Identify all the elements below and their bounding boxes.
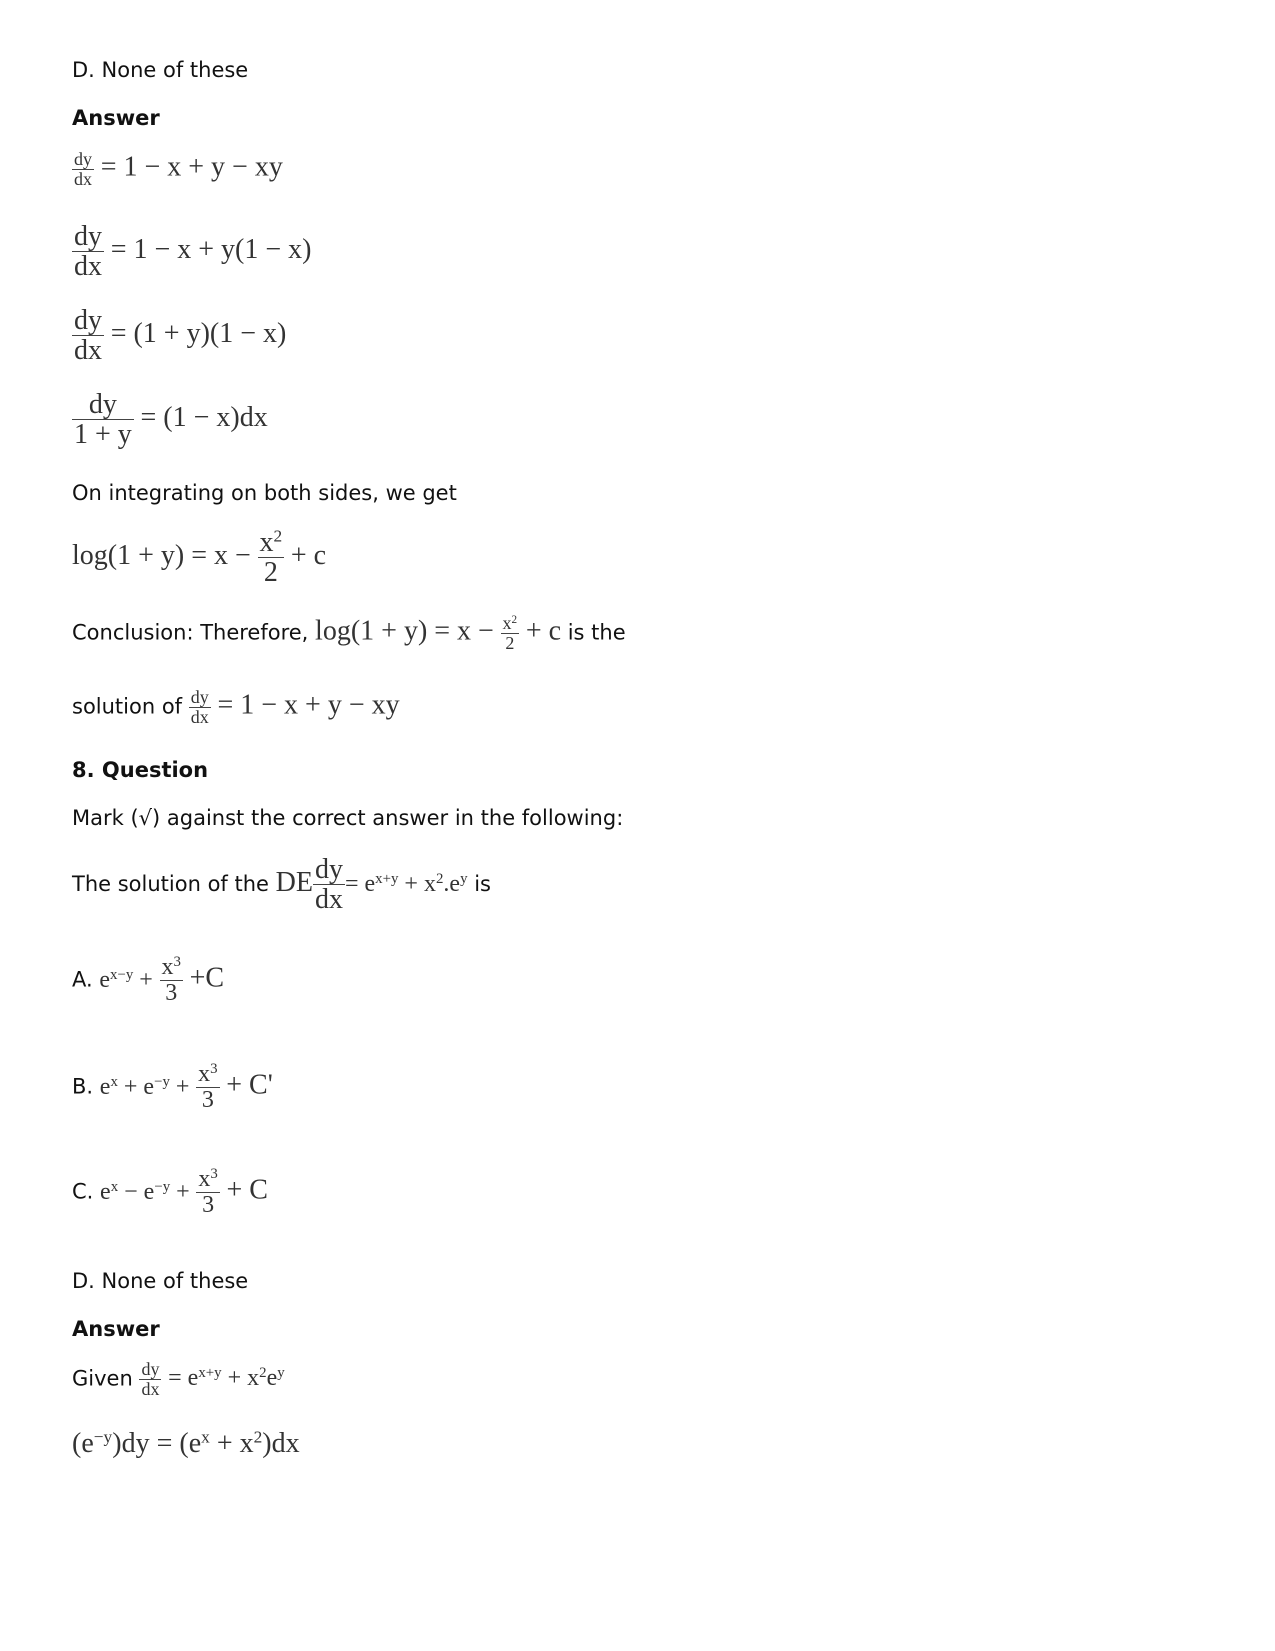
denominator: dx xyxy=(74,168,92,189)
step-1-equation xyxy=(72,150,283,189)
step-5-equation xyxy=(72,528,326,588)
option-end: + C' xyxy=(226,1069,273,1101)
denominator: dx xyxy=(141,1378,160,1399)
numerator: dy xyxy=(190,687,209,707)
denominator: 3 xyxy=(202,1192,215,1219)
numerator: dy xyxy=(314,854,343,885)
denominator: 3 xyxy=(201,1087,214,1114)
fraction xyxy=(196,1062,219,1113)
solution-of-line xyxy=(72,688,400,727)
option-label: A. xyxy=(72,967,93,992)
rhs: + c xyxy=(525,615,562,647)
numerator: dy xyxy=(74,305,102,336)
step-4-equation xyxy=(72,390,268,450)
option-label: C. xyxy=(72,1179,94,1204)
question-heading: 8. Question xyxy=(72,758,209,782)
rhs: = (1 − x)dx xyxy=(140,401,268,433)
denominator: dx xyxy=(74,251,102,283)
numerator: $x^3$ xyxy=(198,1165,218,1192)
option-a[interactable]: A. $e^{x-y}$ + $\frac{x^3}{3}$ +C xyxy=(72,953,225,1007)
denominator: 2 xyxy=(505,632,515,653)
fraction xyxy=(189,688,211,727)
fraction xyxy=(501,614,520,653)
solution-of-prefix: solution of xyxy=(72,694,183,719)
numerator: $x^3$ xyxy=(198,1060,218,1087)
separated-equation: $(e^{-y})dy = (e^x + x^2)dx$ xyxy=(72,1427,300,1459)
lhs: log(1 + y) = x − xyxy=(315,615,494,647)
given-line: Given $\frac{dy}{dx}$ = $e^{x+y} + x^2e^y$ xyxy=(72,1359,285,1399)
denominator: 2 xyxy=(263,557,278,589)
denominator: dx xyxy=(74,335,102,367)
option-b[interactable]: B. $e^x + e^{-y}$ + $\frac{x^3}{3}$ + C' xyxy=(72,1060,273,1114)
rhs: = 1 − x + y(1 − x) xyxy=(110,233,312,265)
prev-option-d: D. None of these xyxy=(72,58,249,82)
rhs: = (1 + y)(1 − x) xyxy=(110,317,287,349)
rhs: + c xyxy=(290,539,327,571)
step-2-equation xyxy=(72,222,312,282)
numerator: $x^2$ xyxy=(259,526,283,558)
numerator: dy xyxy=(74,149,92,169)
fraction xyxy=(72,222,104,282)
numerator: $x^2$ xyxy=(502,613,518,633)
option-end: +C xyxy=(189,962,225,994)
denominator: dx xyxy=(190,706,209,727)
fraction xyxy=(160,955,183,1006)
question-instruction: Mark (√) against the correct answer in the following: xyxy=(72,806,624,830)
conclusion-prefix: Conclusion: Therefore, xyxy=(72,620,309,645)
option-c[interactable]: C. $e^x - e^{-y}$ + $\frac{x^3}{3}$ + C xyxy=(72,1165,268,1219)
denominator: 3 xyxy=(165,980,178,1007)
option-d[interactable]: D. None of these xyxy=(72,1269,249,1293)
numerator: dy xyxy=(141,1359,160,1379)
fraction xyxy=(196,1167,219,1218)
denominator: dx xyxy=(314,884,343,916)
fraction xyxy=(72,390,134,450)
given-prefix: Given xyxy=(72,1366,133,1391)
de-label: DE xyxy=(275,866,313,898)
answer-heading: Answer xyxy=(72,106,160,130)
question-prefix: The solution of the xyxy=(72,871,269,896)
integrate-text: On integrating on both sides, we get xyxy=(72,481,457,505)
rhs: = 1 − x + y − xy xyxy=(217,689,400,721)
denominator: 1 + y xyxy=(74,419,132,451)
fraction xyxy=(139,1360,161,1399)
rhs: = 1 − x + y − xy xyxy=(100,151,283,183)
numerator: dy xyxy=(72,390,134,420)
question-suffix: is xyxy=(474,871,491,896)
numerator: dy xyxy=(74,221,102,252)
step-3-equation xyxy=(72,306,286,366)
answer-heading-2: Answer xyxy=(72,1317,160,1341)
numerator: $x^3$ xyxy=(161,953,181,980)
conclusion-suffix: is the xyxy=(567,620,626,645)
option-end: + C xyxy=(226,1174,268,1206)
fraction xyxy=(72,306,104,366)
question-text: The solution of the DE $\frac{dy}{dx}$ = $e^{x+y} + x^2.e^y$ is xyxy=(72,854,491,916)
option-label: B. xyxy=(72,1074,94,1099)
lhs: log(1 + y) = x − xyxy=(72,539,251,571)
fraction xyxy=(258,528,285,588)
conclusion-line xyxy=(72,614,626,653)
fraction xyxy=(313,855,345,915)
fraction xyxy=(72,150,94,189)
